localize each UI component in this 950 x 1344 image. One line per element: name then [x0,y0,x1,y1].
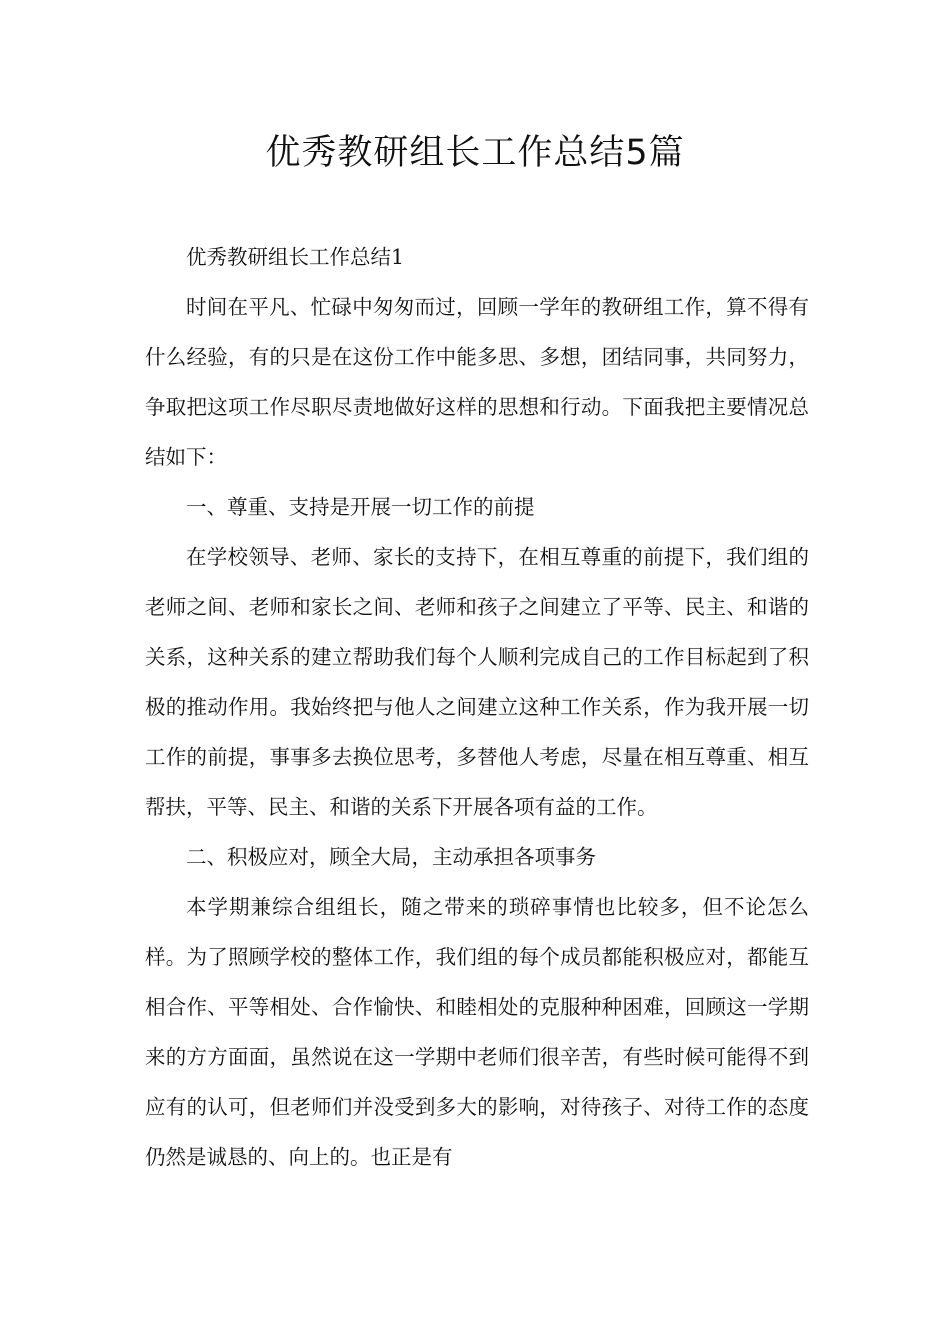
document-title: 优秀教研组长工作总结5篇 [265,133,685,173]
section-heading-2: 二、积极应对，顾全大局，主动承担各项事务 [186,845,596,869]
section-heading-1: 一、尊重、支持是开展一切工作的前提 [186,495,535,519]
paragraph-intro: 时间在平凡、忙碌中匆匆而过，回顾一学年的教研组工作，算不得有什么经验，有的只是在这份工作中能多思、多想，团结同事，共同努力，争取把这项工作尽职尽责地做好这样的思想和行动。下面我把主要情况总结如下： [145,295,809,469]
document-body [145,232,809,1182]
paragraph-section-2: 本学期兼综合组组长，随之带来的琐碎事情也比较多，但不论怎么样。为了照顾学校的整体工作，我们组的每个成员都能积极应对，都能互相合作、平等相处、合作愉快、和睦相处的克服种种困难，回顾这一学期来的方方面面，虽然说在这一学期中老师们很辛苦，有些时候可能得不到应有的认可，但老师们并没受到多大的影响，对待孩子、对待工作的态度仍然是诚恳的、向上的。也正是有 [145,895,809,1169]
section-subtitle: 优秀教研组长工作总结1 [186,245,405,269]
paragraph-section-1: 在学校领导、老师、家长的支持下，在相互尊重的前提下，我们组的老师之间、老师和家长之间、老师和孩子之间建立了平等、民主、和谐的关系，这种关系的建立帮助我们每个人顺利完成自己的工作目标起到了积极的推动作用。我始终把与他人之间建立这种工作关系，作为我开展一切工作的前提，事事多去换位思考，多替他人考虑，尽量在相互尊重、相互帮扶，平等、民主、和谐的关系下开展各项有益的工作。 [145,545,809,819]
